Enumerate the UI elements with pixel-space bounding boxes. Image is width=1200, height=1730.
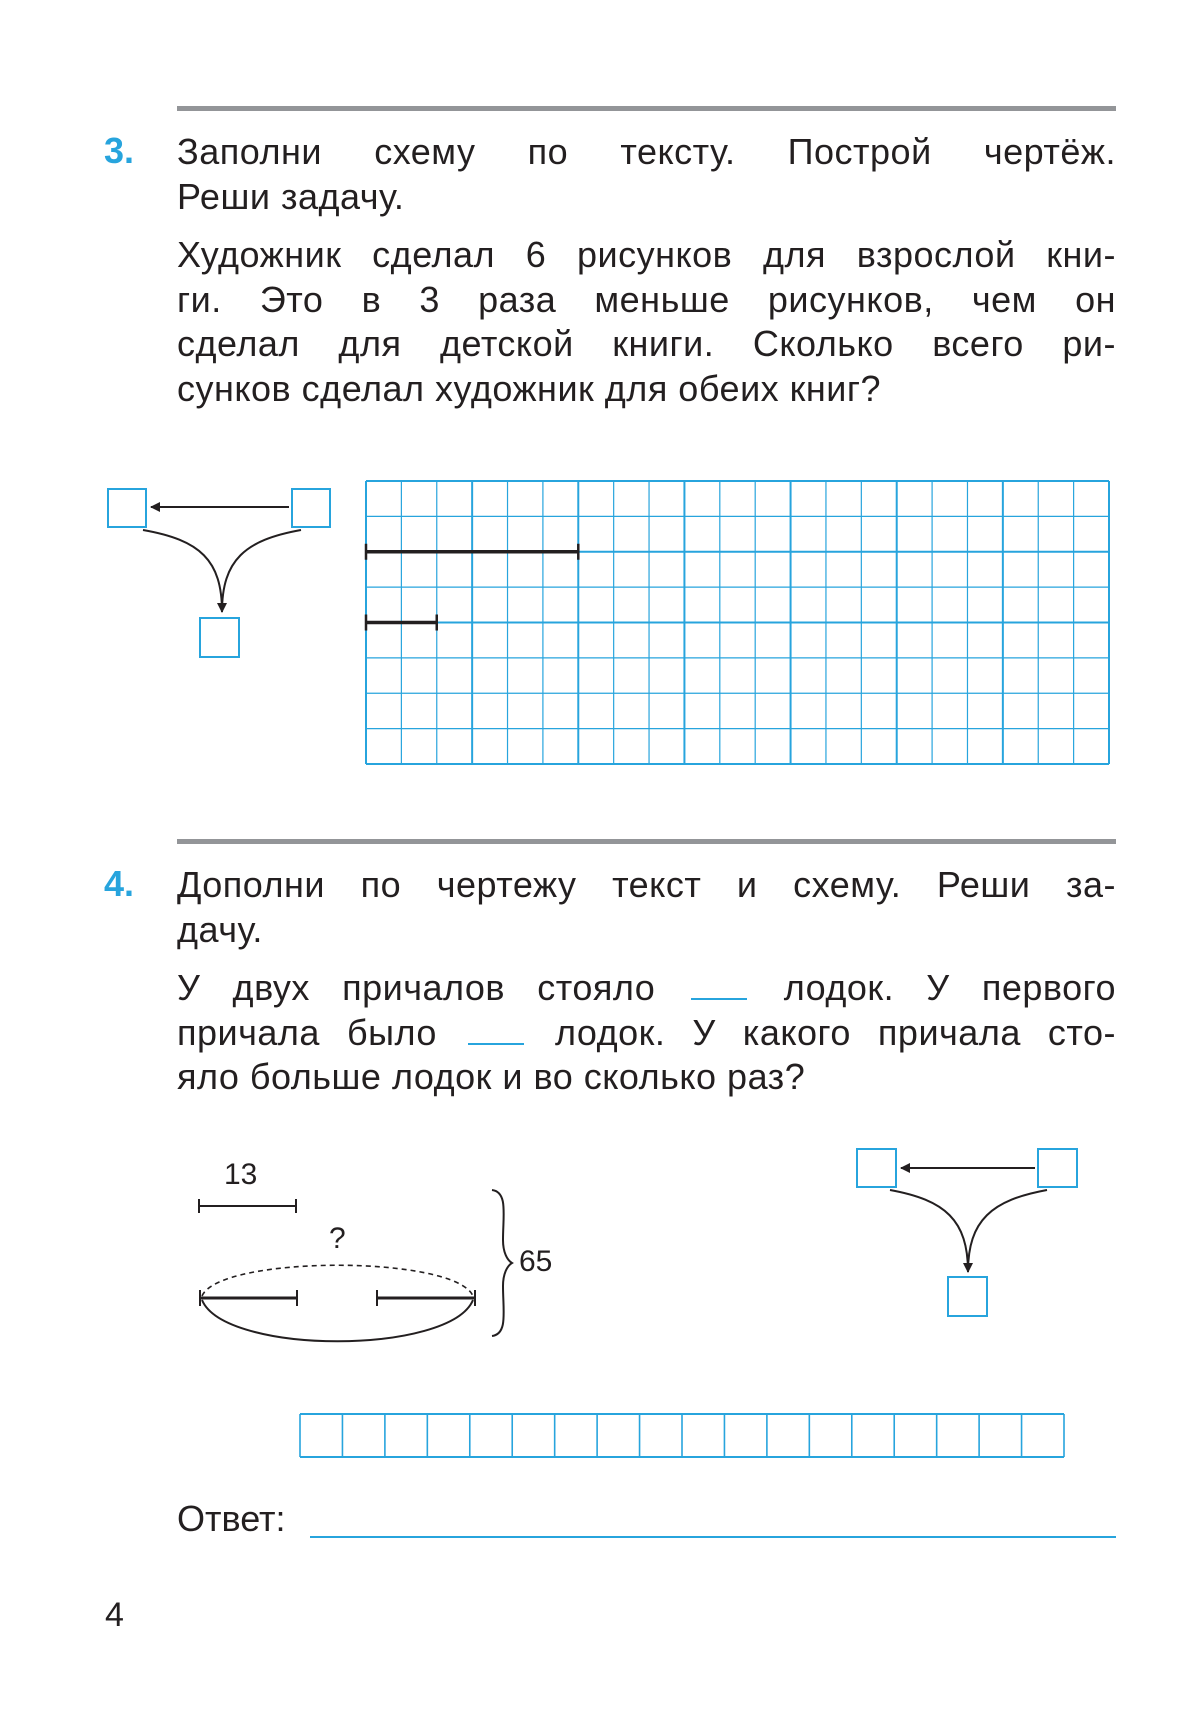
task3-instruction [177,130,1116,219]
task4-label-question: ? [329,1222,346,1255]
task4-label-13: 13 [224,1158,258,1191]
task4-scheme-box-bottom[interactable] [947,1276,988,1317]
task3-scheme-arrow-curve-right [222,530,301,612]
task4-first-pier-blank[interactable] [468,1011,524,1045]
task3-scheme-box-left[interactable] [107,488,147,528]
task3-problem-text [177,233,1116,411]
task4-problem-text [177,966,1116,1100]
task4-line2-after: лодок. У какого причала сто- [554,1011,1116,1053]
task3-scheme-box-bottom[interactable] [199,617,240,658]
task4-scheme-box-left[interactable] [856,1148,897,1188]
task4-instruction-line: дачу. [177,908,263,950]
task3-problem-line: сунков сделал художник для обеих книг? [177,367,882,409]
task4-total-brace [492,1190,512,1336]
task4-label-65: 65 [519,1245,553,1278]
task4-solid-arc [202,1300,473,1341]
task3-scheme-arrow-curve-left [143,530,222,612]
task4-line1-before: У двух причалов стояло [177,967,656,1008]
task3-problem-line: Художник сделал 6 рисунков для взрослой кни- [177,234,1116,275]
task4-problem-line [177,966,1116,1011]
task3-number: 3. [104,130,135,171]
task3-problem-line: сделал для детской книги. Сколько всего ри- [177,323,1116,364]
task4-instruction-line: Дополни по чертежу текст и схему. Реши за- [177,864,1116,905]
task4-scheme-arrow-curve-right [968,1190,1047,1272]
task4-answer-label: Ответ: [177,1498,286,1539]
task4-problem-line [177,1011,1116,1056]
task4-line1-after: лодок. У первого [783,967,1116,1008]
task4-dashed-arc [202,1265,473,1296]
task3-instruction-line: Заполни схему по тексту. Построй чертёж. [177,131,1116,172]
task3-scheme-box-right[interactable] [291,488,331,528]
task4-scheme-arrow-curve-left [890,1190,968,1272]
task4-scheme-box-right[interactable] [1037,1148,1078,1188]
task4-number: 4. [104,863,135,904]
task3-problem-line: ги. Это в 3 раза меньше рисунков, чем он [177,278,1116,320]
task4-problem-line: яло больше лодок и во сколько раз? [177,1056,806,1097]
section-divider-task4 [177,839,1116,844]
section-divider-task3 [177,106,1116,111]
page-number: 4 [105,1596,124,1634]
task4-total-boats-blank[interactable] [691,966,747,1000]
task3-instruction-line: Реши задачу. [177,175,405,217]
task4-instruction [177,863,1116,952]
task4-line2-before: причала было [177,1011,437,1053]
task4-answer-input-line[interactable] [310,1536,1116,1538]
